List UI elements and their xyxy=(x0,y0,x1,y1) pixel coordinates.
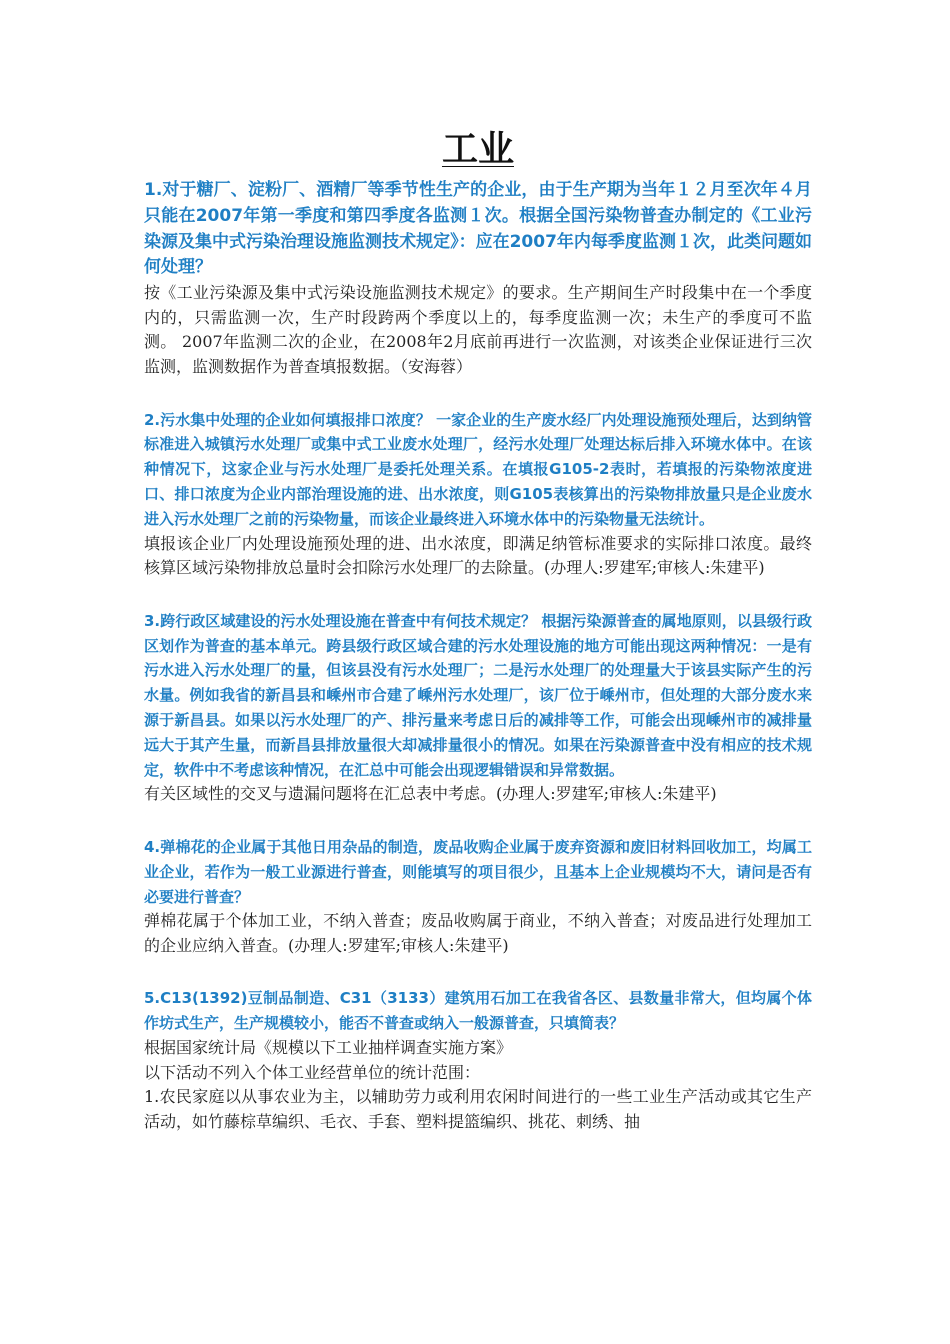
question-4: 4.弹棉花的企业属于其他日用杂品的制造，废品收购企业属于废弃资源和废旧材料回收加工，均属工业企业，若作为一般工业源进行普查，则能填写的项目很少，且基本上企业规模均不大，请问是否有必要进行普查？ xyxy=(144,837,812,906)
question-5: 5.C13(1392)豆制品制造、C31（3133）建筑用石加工在我省各区、县数量非常大，但均属个体作坊式生产，生产规模较小，能否不普查或纳入一般源普查，只填简表？ xyxy=(144,989,812,1033)
section-spacer xyxy=(144,581,812,609)
qa-section-1 xyxy=(144,178,812,380)
section-spacer xyxy=(144,380,812,408)
document-content xyxy=(144,128,812,1134)
qa-section-3 xyxy=(144,609,812,807)
section-spacer xyxy=(144,958,812,986)
qa-section-5 xyxy=(144,986,812,1134)
answer-3: 有关区域性的交叉与遗漏问题将在汇总表中考虑。(办理人:罗建军;审核人:朱建平) xyxy=(144,784,717,804)
answer-5-line-2: 以下活动不列入个体工业经营单位的统计范围： xyxy=(144,1062,481,1082)
question-3: 3.跨行政区域建设的污水处理设施在普查中有何技术规定？ 根据污染源普查的属地原则，以县级行政区划作为普查的基本单元。跨县级行政区域合建的污水处理设施的地方可能出现这两种情况：一是有污水进入污水处理厂的量，但该县没有污水处理厂；二是污水处理厂的处理量大于该县实际产生的污水量。例如我省的新昌县和嵊州市合建了嵊州污水处理厂，该厂位于嵊州市，但处理的大部分废水来源于新昌县。如果以污水处理厂的产、排污量来考虑日后的减排等工作，可能会出现嵊州市的减排量远大于其产生量，而新昌县排放量很大却减排量很小的情况。如果在污染源普查中没有相应的技术规定，软件中不考虑该种情况，在汇总中可能会出现逻辑错误和异常数据。 xyxy=(144,611,812,779)
question-1: 1.对于糖厂、淀粉厂、酒精厂等季节性生产的企业，由于生产期为当年１２月至次年４月只能在2007年第一季度和第四季度各监测１次。根据全国污染物普查办制定的《工业污染源及集中式污染治理设施监测技术规定》：应在2007年内每季度监测１次，此类问题如何处理？ xyxy=(144,180,812,278)
answer-2: 填报该企业厂内处理设施预处理的进、出水浓度，即满足纳管标准要求的实际排口浓度。最终核算区域污染物排放总量时会扣除污水处理厂的去除量。(办理人:罗建军;审核人:朱建平) xyxy=(144,533,812,578)
qa-section-4 xyxy=(144,835,812,959)
answer-5-line-1: 根据国家统计局《规模以下工业抽样调查实施方案》 xyxy=(144,1038,513,1058)
section-spacer xyxy=(144,807,812,835)
question-2: 2.污水集中处理的企业如何填报排口浓度？ 一家企业的生产废水经厂内处理设施预处理后，达到纳管标准进入城镇污水处理厂或集中式工业废水处理厂，经污水处理厂处理达标后排入环境水体中。在该种情况下，这家企业与污水处理厂是委托处理关系。在填报G105-2表时，若填报的污染物浓度进口、排口浓度为企业内部治理设施的进、出水浓度，则G105表核算出的污染物排放量只是企业废水进入污水处理厂之前的污染物量，而该企业最终进入环境水体中的污染物量无法统计。 xyxy=(144,410,812,528)
answer-4: 弹棉花属于个体加工业，不纳入普查；废品收购属于商业，不纳入普查；对废品进行处理加工的企业应纳入普查。(办理人:罗建军;审核人:朱建平) xyxy=(144,911,812,955)
qa-section-2 xyxy=(144,408,812,581)
page-title: 工业 xyxy=(441,129,514,170)
answer-1: 按《工业污染源及集中式污染设施监测技术规定》的要求。生产期间生产时段集中在一个季度内的，只需监测一次，生产时段跨两个季度以上的，每季度监测一次；未生产的季度可不监测。 2007年监测二次的企业，在2008年2月底前再进行一次监测，对该类企业保证进行三次监测，监测数据作为普查填报数据。（安海蓉） xyxy=(144,283,812,376)
answer-5-line-3: 1.农民家庭以从事农业为主，以辅助劳力或利用农闲时间进行的一些工业生产活动或其它生产活动，如竹藤棕草编织、毛衣、手套、塑料提篮编织、挑花、刺绣、抽 xyxy=(144,1087,812,1131)
